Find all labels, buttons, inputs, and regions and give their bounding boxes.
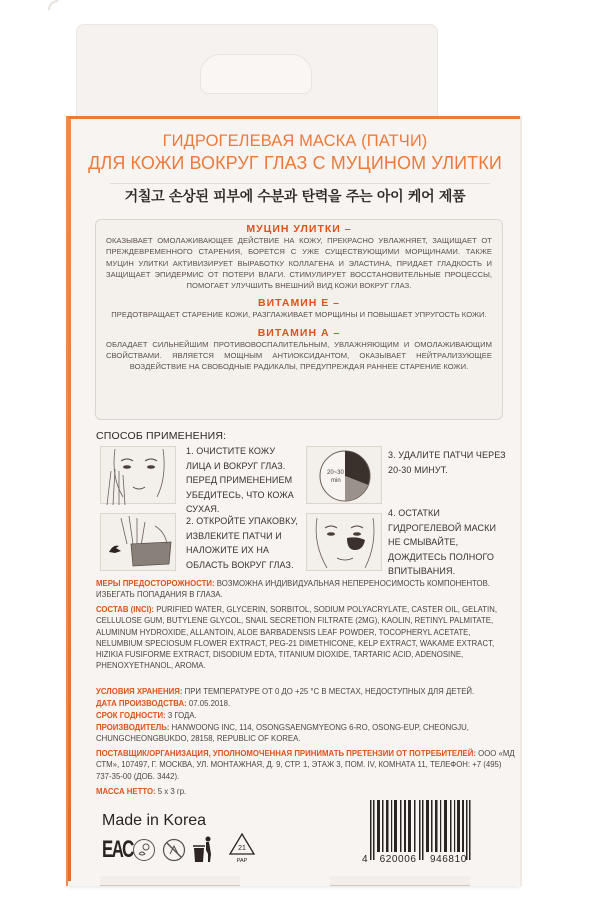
box-corner-edge bbox=[48, 0, 58, 10]
product-title-line1: ГИДРОГЕЛЕВАЯ МАСКА (ПАТЧИ) bbox=[162, 132, 428, 150]
net-weight bbox=[96, 786, 516, 797]
usage-step-2-text: 2. ОТКРОЙТЕ УПАКОВКУ, ИЗВЛЕКИТЕ ПАТЧИ И НАЛОЖИТЕ ИХ НА ОБЛАСТЬ ВОКРУГ ГЛАЗ. bbox=[186, 516, 298, 570]
precautions-text: ВОЗМОЖНА ИНДИВИДУАЛЬНАЯ НЕПЕРЕНОСИМОСТЬ КОМПОНЕНТОВ. ИЗБЕГАТЬ ПОПАДАНИЯ В ГЛАЗА. bbox=[96, 579, 490, 600]
section-heading-snail-mucin: МУЦИН УЛИТКИ – bbox=[246, 223, 352, 235]
composition bbox=[96, 604, 516, 672]
product-title bbox=[80, 130, 510, 174]
storage-text: ПРИ ТЕМПЕРАТУРЕ ОТ 0 ДО +25 °С В МЕСТАХ, НЕДОСТУПНЫХ ДЛЯ ДЕТЕЙ. bbox=[184, 687, 475, 696]
svg-text:PAP: PAP bbox=[236, 858, 248, 864]
supplier-text: ООО «МД СТМ», 107497, Г. МОСКВА, УЛ. МОНТАЖНАЯ, Д. 9, СТР. 1, ЭТАЖ 3, ПОМ. IV, КОМНАТА 11, ТЕЛЕФОН: +7 (495) 737-35-00 (ДОБ. 3442). bbox=[96, 749, 515, 781]
title-divider bbox=[110, 183, 490, 184]
product-title-line2: ДЛЯ КОЖИ ВОКРУГ ГЛАЗ С МУЦИНОМ УЛИТКИ bbox=[88, 153, 502, 173]
no-recycling-icon bbox=[162, 838, 186, 867]
eye-patch-applied-icon bbox=[306, 513, 382, 571]
supplier-label: ПОСТАВЩИК/ОРГАНИЗАЦИЯ, УПОЛНОМОЧЕННАЯ ПРИНИМАТЬ ПРЕТЕНЗИИ ОТ ПОТРЕБИТЕЛЕЙ: bbox=[96, 749, 476, 758]
precautions-label: МЕРЫ ПРЕДОСТОРОЖНОСТИ: bbox=[96, 579, 215, 588]
dispose-in-bin-icon bbox=[192, 836, 216, 869]
svg-text:21: 21 bbox=[238, 845, 246, 852]
barcode-bars bbox=[366, 800, 478, 856]
section-heading-vitamin-a: ВИТАМИН А – bbox=[257, 326, 341, 339]
usage-title: СПОСОБ ПРИМЕНЕНИЯ: bbox=[96, 430, 227, 442]
section-heading-vitamin-e: ВИТАМИН Е – bbox=[257, 297, 341, 310]
svg-text:20~30: 20~30 bbox=[327, 470, 344, 476]
section-text-vitamin-e: ПРЕДОТВРАЩАЕТ СТАРЕНИЕ КОЖИ, РАЗГЛАЖИВАЕТ МОРЩИНЫ И ПОВЫШАЕТ УПРУГОСТЬ КОЖИ. bbox=[111, 310, 487, 320]
svg-text:min: min bbox=[331, 478, 341, 484]
box-bottom-flaps bbox=[80, 876, 500, 890]
supplier bbox=[96, 748, 516, 782]
timer-icon bbox=[306, 446, 382, 504]
shelf-life-label: СРОК ГОДНОСТИ: bbox=[96, 711, 166, 720]
manufacturer bbox=[96, 722, 516, 745]
net-weight-label: МАССА НЕТТО: bbox=[96, 787, 156, 796]
barcode-digits-right: 946810 bbox=[429, 854, 467, 865]
usage-step-1-text: 1. ОЧИСТИТЕ КОЖУ ЛИЦА И ВОКРУГ ГЛАЗ. ПЕРЕД ПРИМЕНЕНИЕМ УБЕДИТЕСЬ, ЧТО КОЖА СУХАЯ. bbox=[186, 446, 294, 514]
korean-subtitle: 거칠고 손상된 피부에 수분과 탄력을 주는 아이 케어 제품 bbox=[124, 189, 466, 205]
ean13-barcode bbox=[362, 800, 482, 868]
barcode-number bbox=[362, 854, 482, 865]
bottom-flap-right bbox=[330, 876, 470, 886]
shelf-life bbox=[96, 710, 516, 721]
section-text-snail-mucin: ОКАЗЫВАЕТ ОМОЛАЖИВАЮЩЕЕ ДЕЙСТВИЕ НА КОЖУ, ПРЕКРАСНО УВЛАЖНЯЕТ, ЗАЩИЩАЕТ ОТ ПРЕЖДЕВРЕМЕННОГО СТАРЕНИЯ, БОРЕТСЯ С УЖЕ СУЩЕСТВУЮЩИМИ МОРЩИНАМИ. ТАКЖЕ МУЦИН УЛИТКИ АКТИВИЗИРУЕТ ВЫРАБОТКУ КОЛЛАГЕНА И ЭЛАСТИНА, ПРИДАЕТ ГЛАДКОСТЬ И ЗАЩИЩАЕТ ЭПИДЕРМИС ОТ ПОТЕРИ ВЛАГИ. СТИМУЛИРУЕТ ВОССТАНОВИТЕЛЬНЫЕ ПРОЦЕССЫ, ПОМОГАЕТ УЛУЧШИТЬ ВНЕШНИЙ ВИД КОЖИ ВОКРУГ ГЛАЗ. bbox=[106, 236, 492, 291]
barcode-digits-left: 620006 bbox=[379, 854, 417, 865]
shelf-life-value: 3 ГОДА. bbox=[167, 711, 197, 720]
not-tested-on-animals-icon bbox=[132, 838, 156, 867]
storage-conditions bbox=[96, 686, 516, 697]
composition-label: СОСТАВ (INCI): bbox=[96, 605, 155, 614]
box-hang-flap bbox=[76, 24, 438, 124]
production-date-label: ДАТА ПРОИЗВОДСТВА: bbox=[96, 699, 187, 708]
bottom-flap-left bbox=[100, 876, 240, 886]
hang-hole bbox=[200, 54, 312, 94]
usage-step-4-text: 4. ОСТАТКИ ГИДРОГЕЛЕВОЙ МАСКИ НЕ СМЫВАЙТЕ, ДОЖДИТЕСЬ ПОЛНОГО ВПИТЫВАНИЯ. bbox=[388, 508, 497, 576]
manufacturer-label: ПРОИЗВОДИТЕЛЬ: bbox=[96, 723, 170, 732]
open-package-icon bbox=[100, 513, 176, 571]
eac-mark-icon: ЕАС bbox=[102, 836, 133, 863]
production-date-value: 07.05.2018. bbox=[188, 699, 231, 708]
recycling-pap-21-icon bbox=[228, 832, 256, 869]
composition-text: PURIFIED WATER, GLYCERIN, SORBITOL, SODIUM POLYACRYLATE, CASTER OIL, GELATIN, CELLULOSE GUM, BUTYLENE GLYCOL, SNAIL SECRETION FILTRATE (2MG), KAOLIN, RETINYL PALMITATE, ALUMINUM HYDROXIDE, ALLANTOIN, ALOE BARBADENSIS LEAF POWDER, TOCOPHERYL ACETATE, NELUMBIUM SPECIOSUM FLOWER EXTRACT, PEG-21 DIMETHICONE, KELP EXTRACT, WAKAME EXTRACT, HIZIKIA FUSIFORME EXTRACT, DISODIUM EDTA, TITANIUM DIOXIDE, TARTARIC ACID, ADENOSINE, PHENOXYETHANOL, AROMA. bbox=[96, 605, 498, 671]
storage-label: УСЛОВИЯ ХРАНЕНИЯ: bbox=[96, 687, 183, 696]
barcode-digit-prefix: 4 bbox=[362, 854, 369, 865]
box-left-edge bbox=[68, 119, 71, 881]
net-weight-value: 5 х 3 гр. bbox=[157, 787, 187, 796]
precautions bbox=[96, 578, 516, 601]
ingredients-benefits-panel bbox=[95, 219, 503, 420]
made-in-korea: Made in Korea bbox=[102, 812, 207, 829]
section-text-vitamin-a: ОБЛАДАЕТ СИЛЬНЕЙШИМ ПРОТИВОВОСПАЛИТЕЛЬНЫМ, УВЛАЖНЯЮЩИМ И ОМОЛАЖИВАЮЩИМ СВОЙСТВАМИ. ЯВЛЯЕТСЯ МОЩНЫМ АНТИОКСИДАНТОМ, ОКАЗЫВАЕТ НЕЙТРАЛИЗУЮЩЕЕ ВОЗДЕЙСТВИЕ НА СВОБОДНЫЕ РАДИКАЛЫ, ПРЕДУПРЕЖДАЯ РАННЕЕ СТАРЕНИЕ КОЖИ. bbox=[106, 339, 492, 372]
face-cleansing-icon bbox=[100, 446, 176, 504]
production-date bbox=[96, 698, 516, 709]
manufacturer-text: HANWOONG INC, 114, OSONGSAENGMYEONG 6-RO, OSONG-EUP, CHEONGJU, CHUNGCHEONGBUKDO, 28158, REPUBLIC OF KOREA. bbox=[96, 723, 469, 744]
usage-step-3-text: 3. УДАЛИТЕ ПАТЧИ ЧЕРЕЗ 20-30 МИНУТ. bbox=[388, 450, 506, 475]
